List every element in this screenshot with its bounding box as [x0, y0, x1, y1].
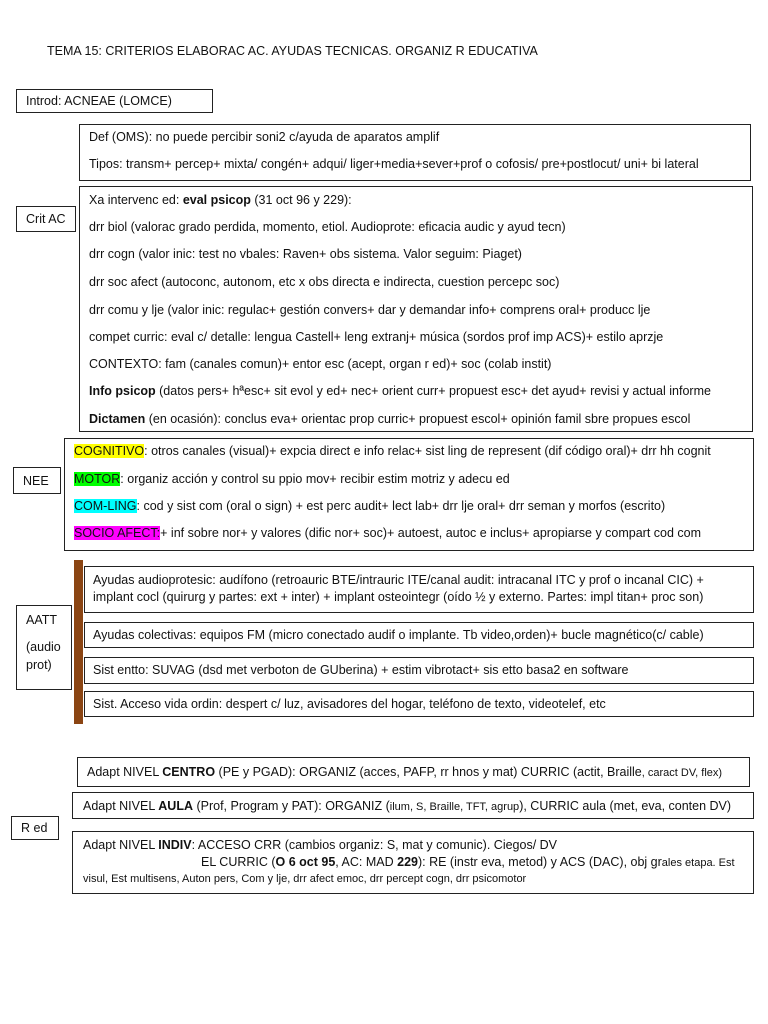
definition-text: Def (OMS): no puede percibir soni2 c/ayuda de aparatos amplif — [89, 130, 440, 144]
aatt-entto-text: Sist entto: SUVAG (dsd met verboton de GUberina) + estim vibrotact+ sis etto basa2 en software — [93, 663, 629, 677]
nee-socio: SOCIO AFECT:+ inf sobre nor+ y valores (dific nor+ soc)+ autoest, autoc e inclus+ apropiarse y compart cod com — [74, 526, 702, 540]
nee-comling: COM-LING: cod y sist com (oral o sign) + est perc audit+ lect lab+ drr lje oral+ drr seman y morfos (escrito) — [74, 499, 666, 513]
crit-line-8: Info psicop (datos pers+ hªesc+ sit evol y ed+ nec+ orient curr+ propuest esc+ det ayud+ revisi y actual informe — [89, 384, 711, 398]
nee-label: NEE — [23, 474, 49, 488]
crit-line-7: CONTEXTO: fam (canales comun)+ entor esc (acept, organ r ed)+ soc (colab instit) — [89, 357, 552, 371]
aatt-label-3: prot) — [26, 658, 52, 672]
adapt-aula-text: Adapt NIVEL AULA (Prof, Program y PAT): ORGANIZ (ilum, S, Braille, TFT, agrup), CURRIC aula (met, eva, conten DV) — [83, 799, 732, 813]
red-label: R ed — [21, 821, 48, 835]
adapt-indiv-line-3: visul, Est multisens, Auton pers, Com y lje, drr afect emoc, drr percept cogn, drr psicomotor — [83, 873, 527, 885]
adapt-indiv-line-1: Adapt NIVEL INDIV: ACCESO CRR (cambios organiz: S, mat y comunic). Ciegos/ DV — [83, 838, 558, 852]
crit-line-5: drr comu y lje (valor inic: regulac+ gestión convers+ dar y demandar info+ comprens oral+ producc lje — [89, 303, 651, 317]
crit-label: Crit AC — [26, 212, 66, 226]
crit-line-2: drr biol (valorac grado perdida, momento, etiol. Audioprote: eficacia audic y ayud tecn) — [89, 220, 566, 234]
aatt-box-colectivas — [84, 622, 754, 648]
nee-label-box — [13, 467, 61, 494]
crit-line-9: Dictamen (en ocasión): conclus eva+ orientac prop curric+ propuest escol+ opinión famil sbre propues escol — [89, 412, 691, 426]
crit-line-3: drr cogn (valor inic: test no vbales: Raven+ obs sistema. Valor seguim: Piaget) — [89, 247, 522, 261]
types-text: Tipos: transm+ percep+ mixta/ congén+ adqui/ liger+media+sever+prof o cofosis/ pre+postlocut/ uni+ bi lateral — [89, 157, 699, 171]
adapt-aula-box — [72, 792, 754, 819]
red-label-box — [11, 816, 59, 840]
motor-highlight: MOTOR — [74, 472, 121, 486]
crit-box — [79, 186, 753, 432]
aatt-audioprotesic-line-2: implant cocl (quirurg y partes: ext + inter) + implant osteointegr (oído ½ y externo. Partes: impl titan+ proc son) — [93, 590, 704, 604]
intro-label-box — [16, 89, 213, 113]
aatt-label-box — [16, 605, 72, 690]
crit-line-4: drr soc afect (autoconc, autonom, etc x obs directa e indirecta, cuestion percepc soc) — [89, 275, 560, 289]
definition-box — [79, 124, 751, 181]
aatt-box-acceso — [84, 691, 754, 717]
aatt-box-entto — [84, 657, 754, 684]
crit-line-6: compet curric: eval c/ detalle: lengua Castell+ leng extranj+ música (sordos prof imp ACS)+ estilo aprzje — [89, 330, 664, 344]
nee-box — [64, 438, 754, 551]
adapt-centro-box — [77, 757, 750, 787]
nee-motor: MOTOR: organiz acción y control su ppio mov+ recibir estim motriz y adecu ed — [74, 472, 510, 486]
aatt-colectivas-text: Ayudas colectivas: equipos FM (micro conectado audif o implante. Tb video,orden)+ bucle magnético(c/ cable) — [93, 628, 704, 642]
intro-label: Introd: ACNEAE (LOMCE) — [26, 94, 172, 108]
crit-label-box — [16, 206, 76, 232]
aatt-bracket-bar — [74, 560, 83, 724]
adapt-indiv-line-2: EL CURRIC (O 6 oct 95, AC: MAD 229): RE (instr eva, metod) y ACS (DAC), obj grales etapa. Est — [201, 855, 735, 869]
page-title: TEMA 15: CRITERIOS ELABORAC AC. AYUDAS TECNICAS. ORGANIZ R EDUCATIVA — [47, 44, 538, 58]
nee-cognitivo: COGNITIVO: otros canales (visual)+ expcia direct e info relac+ sist ling de represent (dif código oral)+ drr hh cognit — [74, 444, 711, 458]
aatt-label: AATT — [26, 613, 58, 627]
aatt-box-audioprotesic — [84, 566, 754, 613]
aatt-audioprotesic-line-1: Ayudas audioprotesic: audífono (retroauric BTE/intrauric ITE/canal audit: intracanal ITC y prof o incanal CIC) + — [93, 573, 704, 587]
comling-highlight: COM-LING — [74, 499, 137, 513]
adapt-indiv-box — [72, 831, 754, 894]
socio-highlight: SOCIO AFECT: — [74, 526, 161, 540]
adapt-centro-text: Adapt NIVEL CENTRO (PE y PGAD): ORGANIZ (acces, PAFP, rr hnos y mat) CURRIC (actit, Braille, caract DV, flex) — [87, 765, 723, 779]
aatt-label-2: (audio — [26, 640, 61, 654]
aatt-acceso-text: Sist. Acceso vida ordin: despert c/ luz, avisadores del hogar, teléfono de texto, videotelef, etc — [93, 697, 606, 711]
crit-line-1: Xa intervenc ed: eval psicop (31 oct 96 y 229): — [89, 193, 352, 207]
cognitivo-highlight: COGNITIVO — [74, 444, 145, 458]
